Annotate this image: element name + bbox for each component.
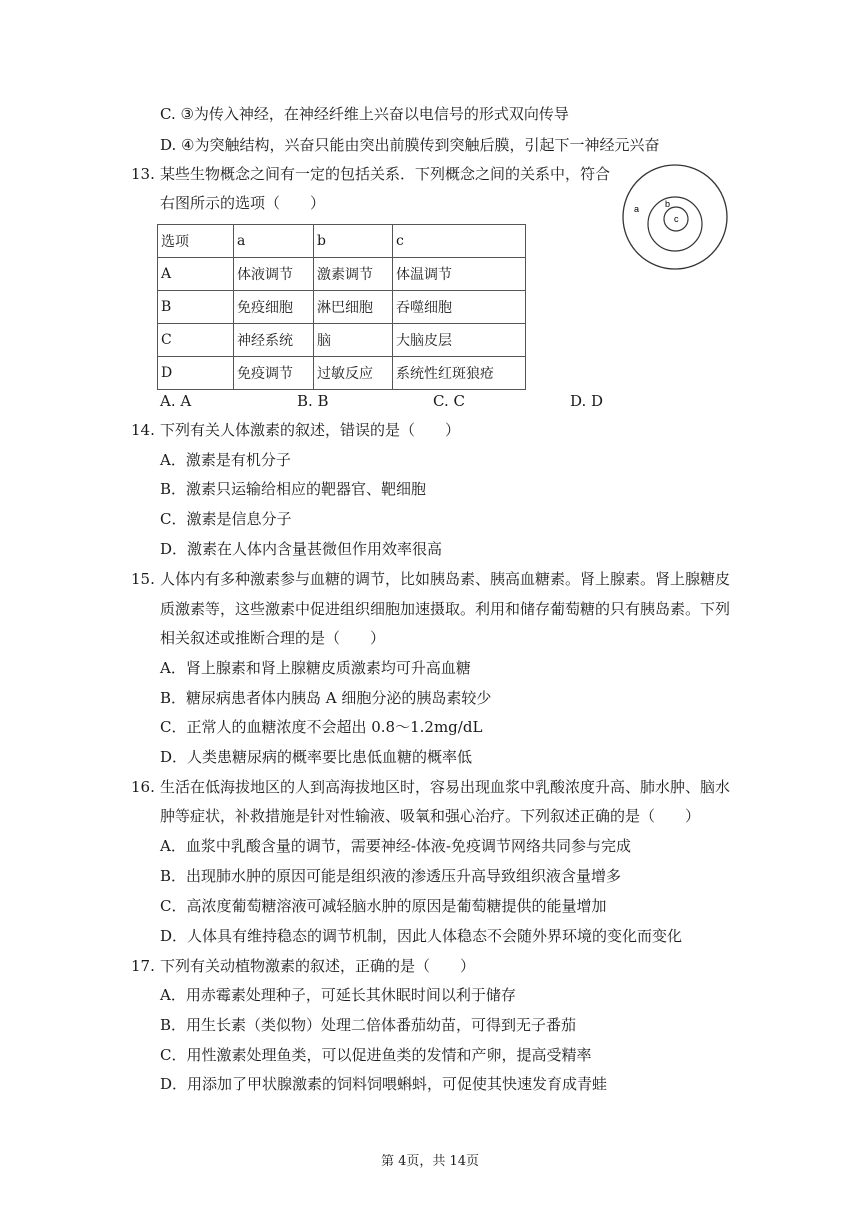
table-header-row — [158, 225, 526, 258]
q14-stem: 下列有关人体激素的叙述，错误的是（ ） — [160, 421, 461, 439]
q13-answer-a: A. A — [160, 392, 192, 410]
page-footer: 第 4页，共 14页 — [380, 1154, 480, 1169]
table-row — [158, 258, 526, 291]
table-cell: 体温调节 — [393, 258, 526, 291]
nested-circles-diagram — [618, 160, 732, 274]
table-cell: 系统性红斑狼疮 — [393, 357, 526, 390]
q16-option-c: C．高浓度葡萄糖溶液可减轻脑水肿的原因是葡萄糖提供的能量增加 — [160, 897, 607, 915]
table-cell: B — [158, 291, 234, 324]
table-cell: 免疫细胞 — [234, 291, 314, 324]
q17-number: 17. — [131, 957, 155, 975]
q15-option-d: D．人类患糖尿病的概率要比患低血糖的概率低 — [160, 748, 473, 766]
q16-number: 16. — [131, 778, 155, 796]
q14-number: 14. — [131, 421, 155, 439]
q15-stem-line3: 相关叙述或推断合理的是（ ） — [160, 629, 386, 647]
q13-options-table — [157, 224, 526, 390]
q12-option-d: D. ④为突触结构，兴奋只能由突出前膜传到突触后膜，引起下一神经元兴奋 — [160, 136, 660, 154]
table-cell: 脑 — [314, 324, 393, 357]
q13-number: 13. — [131, 165, 155, 183]
q15-option-b: B．糖尿病患者体内胰岛 A 细胞分泌的胰岛素较少 — [160, 689, 492, 707]
table-header-cell: a — [234, 225, 314, 258]
q15-option-c: C．正常人的血糖浓度不会超出 0.8～1.2mg/dL — [160, 718, 483, 736]
q17-option-b: B．用生长素（类似物）处理二倍体番茄幼苗，可得到无子番茄 — [160, 1016, 577, 1034]
q17-stem: 下列有关动植物激素的叙述，正确的是（ ） — [160, 957, 476, 975]
table-row — [158, 291, 526, 324]
q14-option-a: A．激素是有机分子 — [160, 451, 291, 469]
diagram-label-a: a — [634, 204, 640, 214]
table-row — [158, 357, 526, 390]
q14-option-c: C．激素是信息分子 — [160, 510, 292, 528]
table-cell: 吞噬细胞 — [393, 291, 526, 324]
q16-stem-line1: 生活在低海拔地区的人到高海拔地区时，容易出现血浆中乳酸浓度升高、肺水肿、脑水 — [160, 778, 731, 796]
q16-option-b: B．出现肺水肿的原因可能是组织液的渗透压升高导致组织液含量增多 — [160, 867, 622, 885]
table-header-cell: c — [393, 225, 526, 258]
q17-option-a: A．用赤霉素处理种子，可延长其休眠时间以利于储存 — [160, 986, 516, 1004]
q17-option-c: C．用性激素处理鱼类，可以促进鱼类的发情和产卵，提高受精率 — [160, 1046, 592, 1064]
q13-stem-line1: 某些生物概念之间有一定的包括关系．下列概念之间的关系中，符合 — [160, 165, 611, 183]
table-header-cell: 选项 — [158, 225, 234, 258]
table-cell: 激素调节 — [314, 258, 393, 291]
table-cell: C — [158, 324, 234, 357]
q13-answer-b: B. B — [297, 392, 329, 410]
table-cell: D — [158, 357, 234, 390]
diagram-label-b: b — [665, 199, 671, 209]
q14-option-b: B．激素只运输给相应的靶器官、靶细胞 — [160, 480, 427, 498]
table-cell: 体液调节 — [234, 258, 314, 291]
q14-option-d: D．激素在人体内含量甚微但作用效率很高 — [160, 540, 443, 558]
q16-stem-line2: 肿等症状，补救措施是针对性输液、吸氧和强心治疗。下列叙述正确的是（ ） — [160, 807, 701, 825]
q15-number: 15. — [131, 570, 155, 588]
q16-option-d: D．人体具有维持稳态的调节机制，因此人体稳态不会随外界环境的变化而变化 — [160, 927, 683, 945]
q16-option-a: A．血浆中乳酸含量的调节，需要神经-体液-免疫调节网络共同参与完成 — [160, 837, 631, 855]
table-cell: A — [158, 258, 234, 291]
table-header-cell: b — [314, 225, 393, 258]
table-row — [158, 324, 526, 357]
q13-answer-c: C. C — [433, 392, 465, 410]
table-cell: 淋巴细胞 — [314, 291, 393, 324]
table-cell: 大脑皮层 — [393, 324, 526, 357]
q13-stem-line2: 右图所示的选项（ ） — [160, 194, 326, 212]
q13-answer-d: D. D — [570, 392, 604, 410]
q12-option-c: C. ③为传入神经，在神经纤维上兴奋以电信号的形式双向传导 — [160, 105, 569, 123]
q17-option-d: D．用添加了甲状腺激素的饲料饲喂蝌蚪，可促使其快速发育成青蛙 — [160, 1075, 608, 1093]
diagram-label-c: c — [674, 214, 679, 224]
table-cell: 神经系统 — [234, 324, 314, 357]
q15-option-a: A．肾上腺素和肾上腺糖皮质激素均可升高血糖 — [160, 659, 471, 677]
table-cell: 免疫调节 — [234, 357, 314, 390]
table-cell: 过敏反应 — [314, 357, 393, 390]
q15-stem-line2: 质激素等，这些激素中促进组织细胞加速摄取。利用和储存葡萄糖的只有胰岛素。下列 — [160, 600, 731, 618]
q15-stem-line1: 人体内有多种激素参与血糖的调节，比如胰岛素、胰高血糖素。肾上腺素。肾上腺糖皮 — [160, 570, 731, 588]
